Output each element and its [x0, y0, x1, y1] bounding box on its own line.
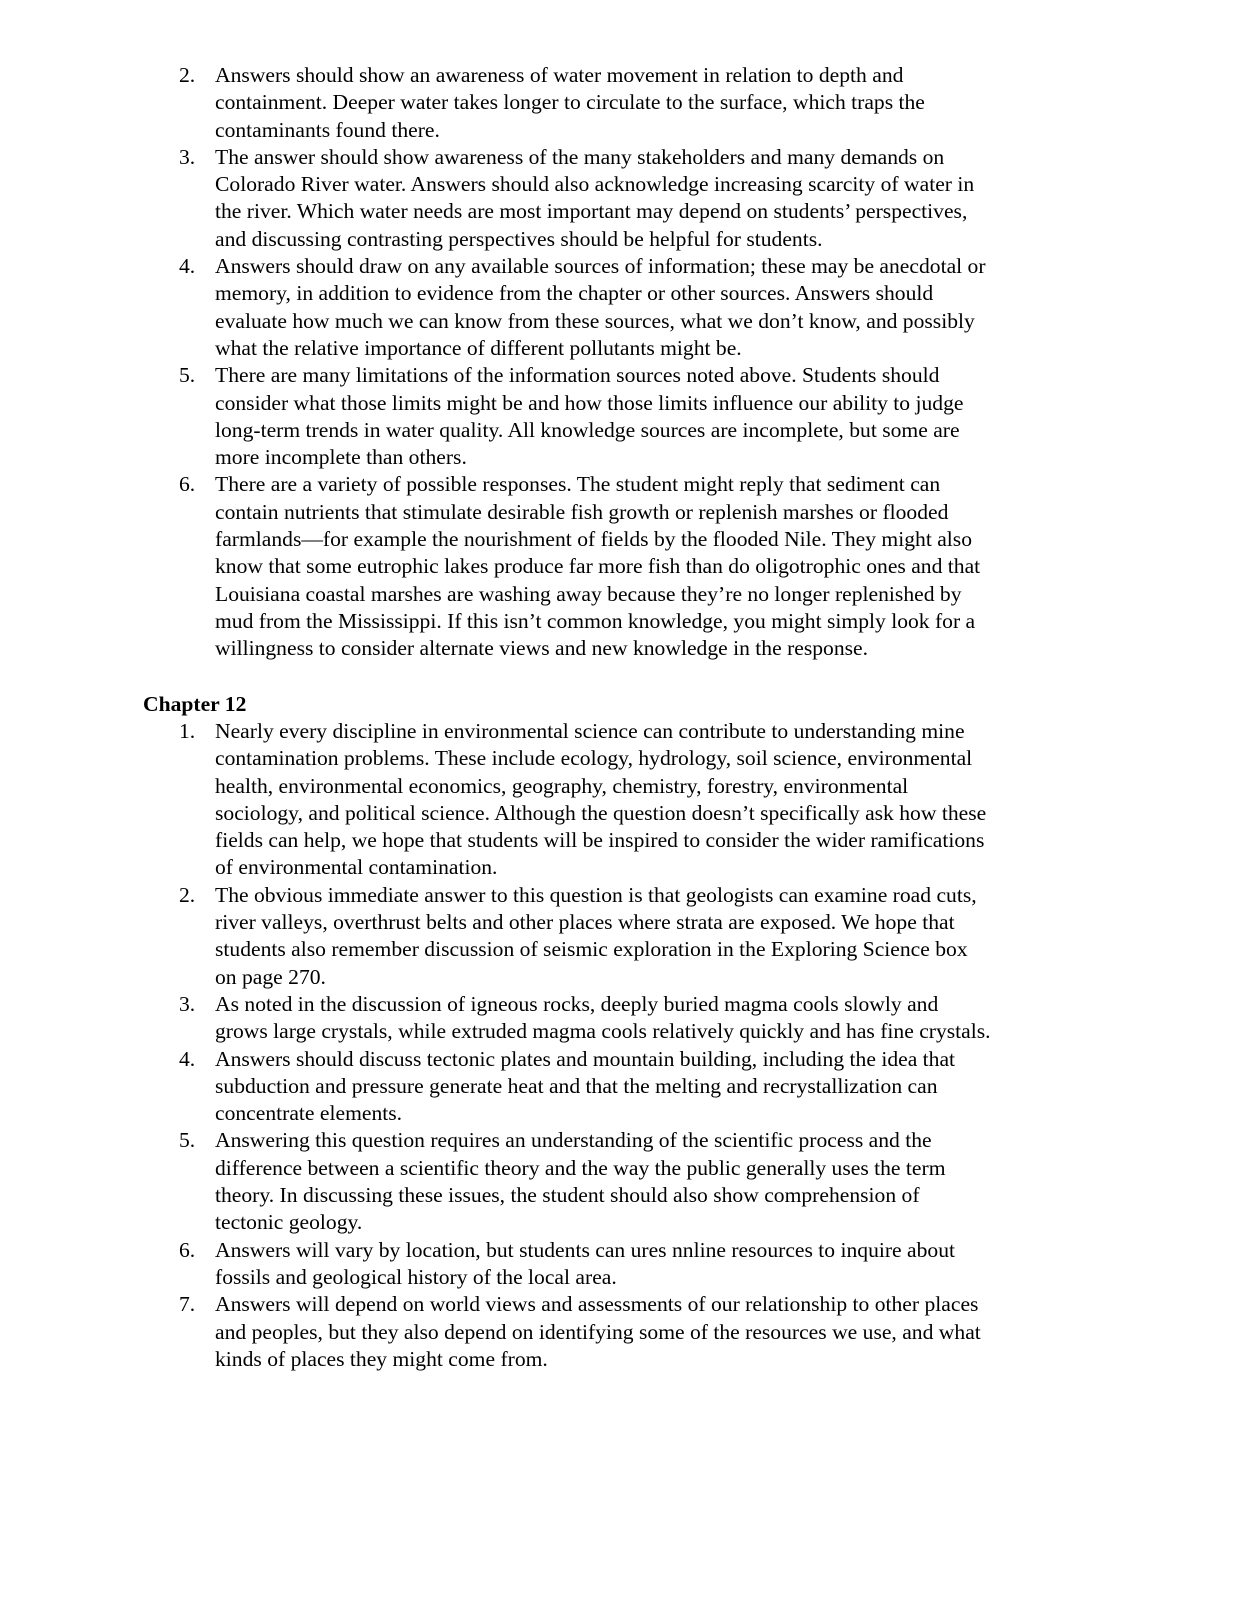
item-number: 2. [179, 882, 196, 907]
item-text [215, 471, 1095, 662]
text-line: difference between a scientific theory and the way the public generally uses the term [215, 1155, 946, 1180]
text-line: contamination problems. These include ecology, hydrology, soil science, environmental [215, 746, 973, 771]
list-item [0, 718, 1236, 882]
text-line: Answers should draw on any available sources of information; these may be anecdotal or [215, 254, 986, 279]
text-line: consider what those limits might be and how those limits influence our ability to judge [215, 390, 964, 415]
text-line: Answering this question requires an understanding of the scientific process and the [215, 1128, 932, 1153]
text-line: evaluate how much we can know from these sources, what we don’t know, and possibly [215, 308, 975, 333]
text-line: kinds of places they might come from. [215, 1346, 548, 1371]
list-item [0, 253, 1236, 362]
text-line: contain nutrients that stimulate desirable fish growth or replenish marshes or flooded [215, 499, 949, 524]
text-line: containment. Deeper water takes longer to circulate to the surface, which traps the [215, 90, 925, 115]
text-line: There are many limitations of the information sources noted above. Students should [215, 363, 940, 388]
text-line: students also remember discussion of seismic exploration in the Exploring Science box [215, 937, 968, 962]
item-text [215, 253, 1095, 362]
list-item [0, 362, 1236, 471]
text-line: farmlands—for example the nourishment of fields by the flooded Nile. They might also [215, 527, 973, 552]
text-line: willingness to consider alternate views and new knowledge in the response. [215, 636, 869, 661]
text-line: Nearly every discipline in environmental science can contribute to understanding mine [215, 719, 965, 743]
item-text [215, 1046, 1095, 1128]
text-line: Colorado River water. Answers should also acknowledge increasing scarcity of water in [215, 172, 975, 197]
text-line: As noted in the discussion of igneous rocks, deeply buried magma cools slowly and [215, 991, 939, 1016]
item-text [215, 882, 1095, 991]
text-line: Answers will vary by location, but students can ures nnline resources to inquire about [215, 1237, 956, 1262]
text-line: health, environmental economics, geography, chemistry, forestry, environmental [215, 773, 909, 798]
item-text [215, 1291, 1095, 1373]
item-number: 3. [179, 991, 196, 1016]
text-line: and peoples, but they also depend on identifying some of the resources we use, and what [215, 1319, 981, 1344]
chapter-heading: Chapter 12 [143, 692, 247, 716]
text-line: Answers should discuss tectonic plates and mountain building, including the idea that [215, 1046, 956, 1071]
answer-list-previous-chapter [0, 62, 1236, 663]
text-line: long-term trends in water quality. All knowledge sources are incomplete, but some are [215, 417, 960, 442]
list-item [0, 991, 1236, 1046]
text-line: memory, in addition to evidence from the chapter or other sources. Answers should [215, 281, 934, 306]
item-number: 4. [179, 254, 196, 279]
list-item [0, 1291, 1236, 1373]
item-number: 6. [179, 1237, 196, 1262]
text-line: concentrate elements. [215, 1101, 403, 1126]
item-number: 5. [179, 363, 196, 388]
text-line: subduction and pressure generate heat and that the melting and recrystallization can [215, 1073, 938, 1098]
text-line: theory. In discussing these issues, the student should also show comprehension of [215, 1183, 920, 1208]
text-line: tectonic geology. [215, 1210, 363, 1235]
list-item [0, 882, 1236, 991]
list-item [0, 1046, 1236, 1128]
item-number: 6. [179, 472, 196, 497]
text-line: mud from the Mississippi. If this isn’t common knowledge, you might simply look for a [215, 608, 976, 633]
text-line: the river. Which water needs are most important may depend on students’ perspectives, [215, 199, 968, 224]
item-text [215, 1237, 1095, 1292]
item-text [215, 991, 1095, 1046]
text-line: fossils and geological history of the local area. [215, 1264, 617, 1289]
text-line: fields can help, we hope that students will be inspired to consider the wider ramifications [215, 828, 985, 853]
text-line: know that some eutrophic lakes produce far more fish than do oligotrophic ones and that [215, 554, 981, 579]
text-line: what the relative importance of different pollutants might be. [215, 335, 742, 360]
text-line: Answers will depend on world views and assessments of our relationship to other places [215, 1292, 979, 1317]
text-line: The obvious immediate answer to this question is that geologists can examine road cuts, [215, 882, 977, 907]
text-line: river valleys, overthrust belts and other places where strata are exposed. We hope that [215, 910, 955, 935]
list-item [0, 62, 1236, 144]
text-line: There are a variety of possible responses. The student might reply that sediment can [215, 472, 941, 497]
list-item [0, 144, 1236, 253]
text-line: more incomplete than others. [215, 445, 467, 470]
item-number: 1. [179, 719, 196, 743]
text-line: on page 270. [215, 964, 326, 989]
item-number: 5. [179, 1128, 196, 1153]
text-line: contaminants found there. [215, 117, 440, 142]
list-item [0, 1237, 1236, 1292]
text-line: Louisiana coastal marshes are washing away because they’re no longer replenished by [215, 581, 962, 606]
answer-list-chapter-12 [0, 718, 1236, 1373]
item-text [215, 362, 1095, 471]
list-item [0, 471, 1236, 662]
item-number: 4. [179, 1046, 196, 1071]
text-line: and discussing contrasting perspectives should be helpful for students. [215, 226, 823, 251]
item-text [215, 62, 1095, 144]
item-number: 2. [179, 63, 196, 87]
list-item [0, 1127, 1236, 1236]
text-line: grows large crystals, while extruded magma cools relatively quickly and has fine crystals. [215, 1019, 991, 1044]
item-text [215, 144, 1095, 253]
item-number: 7. [179, 1292, 196, 1317]
item-text [215, 718, 1095, 882]
text-line: Answers should show an awareness of water movement in relation to depth and [215, 63, 904, 87]
item-text [215, 1127, 1095, 1236]
text-line: sociology, and political science. Although the question doesn’t specifically ask how these [215, 800, 987, 825]
text-line: The answer should show awareness of the many stakeholders and many demands on [215, 144, 945, 169]
item-number: 3. [179, 144, 196, 169]
text-line: of environmental contamination. [215, 855, 498, 880]
